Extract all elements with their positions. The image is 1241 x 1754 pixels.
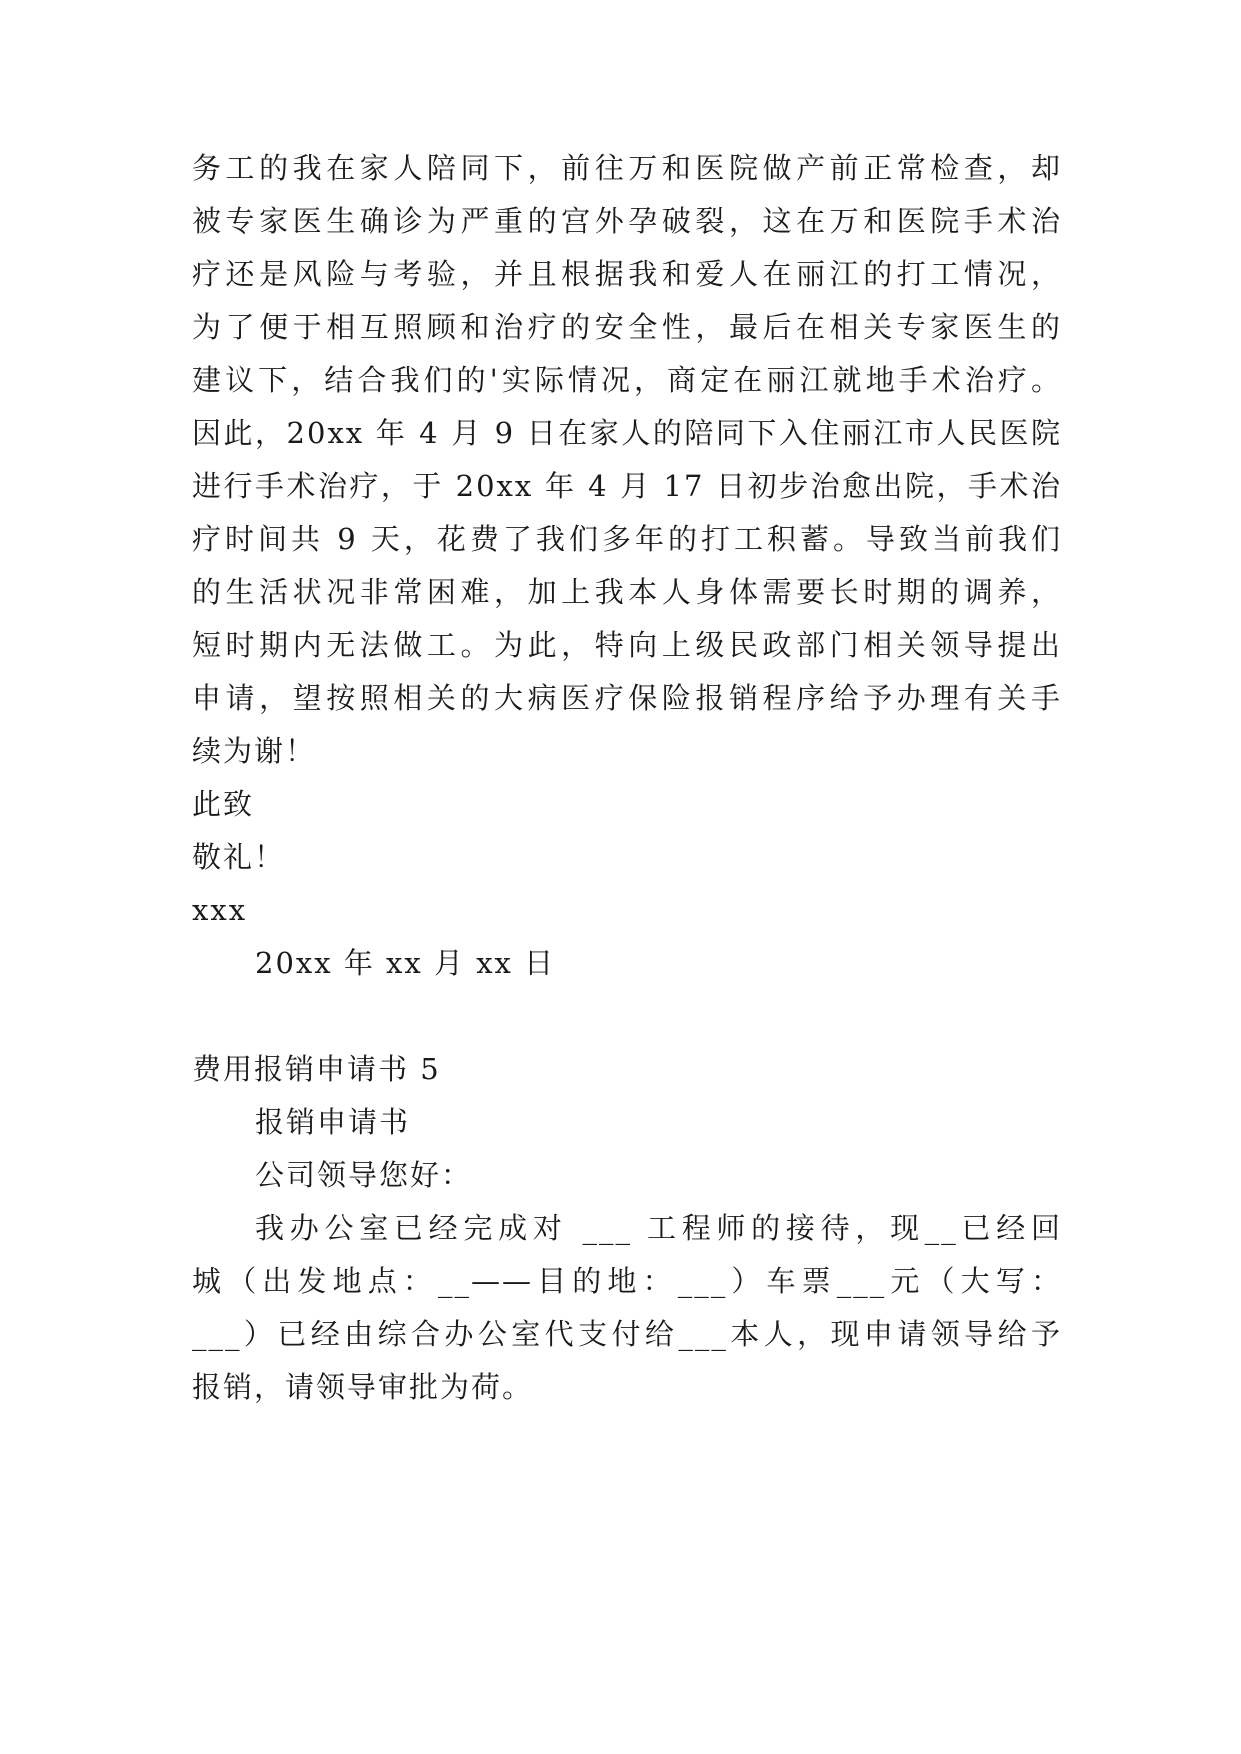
section-body-line: 我办公室已经完成对 ___ 工程师的接待，现__已经回: [255, 1211, 1062, 1245]
letter-date: 20xx 年 xx 月 xx 日: [255, 946, 556, 980]
letter-body-line: 建议下，结合我们的'实际情况，商定在丽江就地手术治疗。: [192, 363, 1062, 397]
letter-body-line: 进行手术治疗，于 20xx 年 4 月 17 日初步治愈出院，手术治: [192, 469, 1062, 503]
section-body-line: 报销，请领导审批为荷。: [192, 1370, 534, 1404]
section-heading: 费用报销申请书 5: [192, 1052, 441, 1086]
section-body-line: ___）已经由综合办公室代支付给___本人，现申请领导给予: [192, 1317, 1062, 1351]
letter-body-line: 的生活状况非常困难，加上我本人身体需要长时期的调养，: [192, 575, 1062, 609]
letter-body-line: 疗时间共 9 天，花费了我们多年的打工积蓄。导致当前我们: [192, 522, 1062, 556]
letter-closing: 此致: [192, 787, 255, 821]
section-salutation: 公司领导您好：: [255, 1158, 473, 1192]
letter-body-line: 为了便于相互照顾和治疗的安全性，最后在相关专家医生的: [192, 310, 1062, 344]
section-body-line: 城（出发地点：__——目的地：___）车票___元（大写：: [192, 1264, 1062, 1298]
letter-body-line: 务工的我在家人陪同下，前往万和医院做产前正常检查，却: [192, 151, 1062, 185]
section-title: 报销申请书: [255, 1105, 411, 1139]
letter-body-line: 被专家医生确诊为严重的宫外孕破裂，这在万和医院手术治: [192, 204, 1062, 238]
letter-body-line: 申请，望按照相关的大病医疗保险报销程序给予办理有关手: [192, 681, 1062, 715]
letter-body-line: 疗还是风险与考验，并且根据我和爱人在丽江的打工情况，: [192, 257, 1062, 291]
letter-body-line: 短时期内无法做工。为此，特向上级民政部门相关领导提出: [192, 628, 1062, 662]
letter-signature: xxx: [192, 893, 248, 927]
letter-body-line: 因此，20xx 年 4 月 9 日在家人的陪同下入住丽江市人民医院: [192, 416, 1062, 450]
letter-salute: 敬礼！: [192, 840, 286, 874]
letter-body-line: 续为谢！: [192, 734, 317, 768]
